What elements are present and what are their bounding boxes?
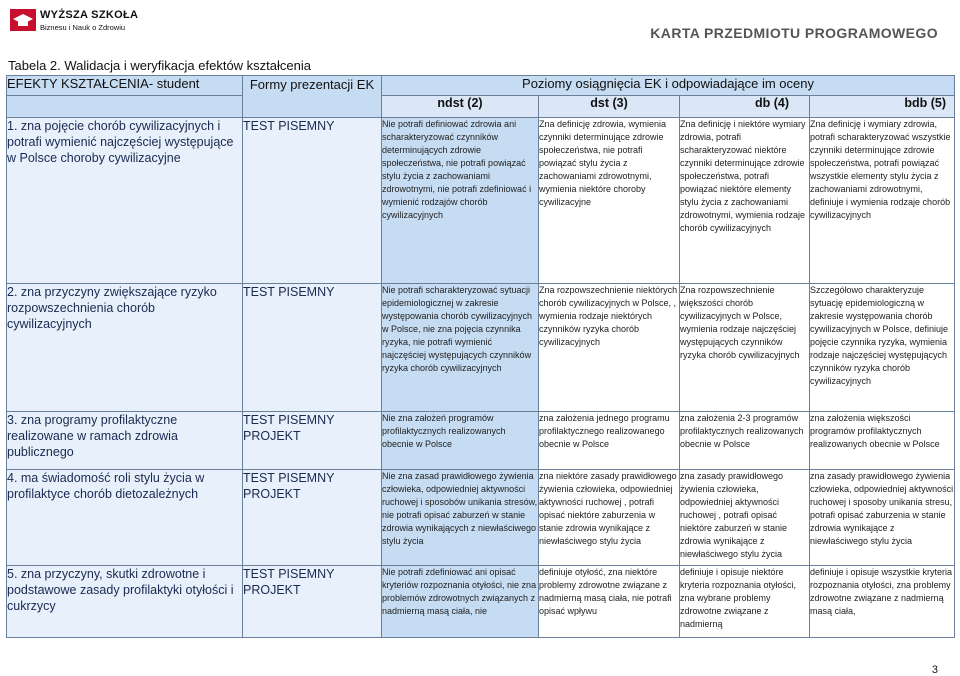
table-caption: Tabela 2. Walidacja i weryfikacja efektów kształcenia <box>8 58 311 73</box>
bdb-1: Zna definicję i wymiary zdrowia, potrafi scharakteryzować wszystkie czynniki determinujące zdrowie społeczeństwa, potrafi powiązać wszystkie elementy stylu życia z zachowaniami zdrowotnymi, definiuje i wymienia rodzaje chorób cywilizacyjnych <box>810 118 955 284</box>
db-2: Zna rozpowszechnienie większości chorób cywilizacyjnych w Polsce, wymienia rodzaje najczęściej występujących czynników ryzyka chorób cywilizacyjnych <box>680 284 810 412</box>
document-title: KARTA PRZEDMIOTU PROGRAMOWEGO <box>650 25 938 41</box>
db-4: zna zasady prawidłowego żywienia człowieka, odpowiedniej aktywności ruchowej , potrafi opisać niektóre zaburzeń w stanie zdrowia wynikające z niewłaściwego stylu życia <box>680 470 810 566</box>
ndst-2: Nie potrafi scharakteryzować sytuacji epidemiologicznej w zakresie występowania chorób cywilizacyjnych w Polsce, nie zna pojęcia czynnika ryzyka, nie potrafi wymienić najczęściej występujących czynników ryzyka chorób cywilizacyjnych <box>382 284 539 412</box>
dst-5: definiuje otyłość, zna niektóre problemy zdrowotne związane z nadmierną masą ciała, nie potrafi opisać wpływu <box>539 566 680 638</box>
logo-title: WYŻSZA SZKOŁA <box>40 9 139 21</box>
school-logo <box>10 6 139 36</box>
db-1: Zna definicję i niektóre wymiary zdrowia, potrafi scharakteryzować niektóre czynniki determinujące zdrowie społeczeństwa, potrafi powiązać niektóre elementy stylu życia z zachowaniami zdrowotnymi, wymienia rodzaje chorób cywilizacyjnych <box>680 118 810 284</box>
graduation-cap-icon <box>10 9 36 31</box>
db-3: zna założenia 2-3 programów profilaktycznych realizowanych obecnie w Polsce <box>680 412 810 470</box>
outcome-1: 1. zna pojęcie chorób cywilizacyjnych i potrafi wymienić najczęściej występujące w Polsce choroby cywilizacyjne <box>7 118 243 284</box>
level-dst: dst (3) <box>539 96 680 118</box>
outcome-3: 3. zna programy profilaktyczne realizowane w ramach zdrowia publicznego <box>7 412 243 470</box>
bdb-3: zna założenia większości programów profilaktycznych realizowanych obecnie w Polsce <box>810 412 955 470</box>
table-row <box>7 412 955 470</box>
outcome-5: 5. zna przyczyny, skutki zdrowotne i podstawowe zasady profilaktyki otyłości i cukrzycy <box>7 566 243 638</box>
form-5: TEST PISEMNY PROJEKT <box>243 566 382 638</box>
outcome-2: 2. zna przyczyny zwiększające ryzyko rozpowszechnienia chorób cywilizacyjnych <box>7 284 243 412</box>
level-db: db (4) <box>680 96 810 118</box>
bdb-5: definiuje i opisuje wszystkie kryteria rozpoznania otyłości, zna problemy zdrowotne związane z nadmierną masą ciała, <box>810 566 955 638</box>
dst-2: Zna rozpowszechnienie niektórych chorób cywilizacyjnych w Polsce, , wymienia rodzaje niektórych czynników ryzyka chorób cywilizacyjnych <box>539 284 680 412</box>
bdb-4: zna zasady prawidłowego żywienia człowieka, odpowiedniej aktywności ruchowej i sposoby unikania stresu, potrafi opisać zaburzenia w stanie zdrowia wynikające z niewłaściwego stylu życia <box>810 470 955 566</box>
form-3: TEST PISEMNY PROJEKT <box>243 412 382 470</box>
ndst-5: Nie potrafi zdefiniować ani opisać kryteriów rozpoznania otyłości, nie zna problemów zdrowotnych związanych z nadmierną masą ciała, nie <box>382 566 539 638</box>
ndst-3: Nie zna założeń programów profilaktycznych realizowanych obecnie w Polsce <box>382 412 539 470</box>
table-row <box>7 284 955 412</box>
page-number: 3 <box>931 664 938 676</box>
header-levels: Poziomy osiągnięcia EK i odpowiadające im oceny <box>382 76 955 96</box>
form-1: TEST PISEMNY <box>243 118 382 284</box>
dst-1: Zna definicję zdrowia, wymienia czynniki determinujące zdrowie społeczeństwa, nie potrafi powiązać stylu życia z zachowaniami zdrowotnymi, wymienia niektóre choroby cywilizacyjne <box>539 118 680 284</box>
level-ndst: ndst (2) <box>382 96 539 118</box>
table-row <box>7 470 955 566</box>
outcome-4: 4. ma świadomość roli stylu życia w profilaktyce chorób dietozależnych <box>7 470 243 566</box>
dst-3: zna założenia jednego programu profilaktycznego realizowanego obecnie w Polsce <box>539 412 680 470</box>
header-forms: Formy prezentacji EK <box>243 76 382 118</box>
validation-table <box>6 75 955 638</box>
header-blank <box>7 96 243 118</box>
db-5: definiuje i opisuje niektóre kryteria rozpoznania otyłości, zna wybrane problemy zdrowotne związane z nadmierną <box>680 566 810 638</box>
level-bdb: bdb (5) <box>810 96 955 118</box>
ndst-1: Nie potrafi definiować zdrowia ani scharakteryzować czynników determinujących zdrowie społeczeństwa, nie potrafi powiązać stylu życia z zachowaniami zdrowotnymi, nie potrafi zdefiniować i wymienić rodzajów chorób cywilizacyjnych <box>382 118 539 284</box>
form-4: TEST PISEMNY PROJEKT <box>243 470 382 566</box>
ndst-4: Nie zna zasad prawidłowego żywienia człowieka, odpowiedniej aktywności ruchowej i sposobów unikania stresów, nie potrafi opisać zaburzeń w stanie zdrowia wynikających z niewłaściwego stylu życia <box>382 470 539 566</box>
logo-subtitle: Biznesu i Nauk o Zdrowiu <box>40 23 126 32</box>
table-row <box>7 566 955 638</box>
form-2: TEST PISEMNY <box>243 284 382 412</box>
bdb-2: Szczegółowo charakteryzuje sytuację epidemiologiczną w zakresie występowania chorób cywilizacyjnych w Polsce, definiuje pojęcie czynnika ryzyka, wymienia rodzaje najczęściej występujących czynników ryzyka chorób cywilizacyjnych <box>810 284 955 412</box>
header-outcomes: EFEKTY KSZTAŁCENIA- student <box>7 76 243 96</box>
table-row <box>7 118 955 284</box>
dst-4: zna niektóre zasady prawidłowego żywienia człowieka, odpowiedniej aktywności ruchowej , potrafi opisać niektóre zaburzenia w stanie zdrowia wynikające z niewłaściwego stylu życia <box>539 470 680 566</box>
